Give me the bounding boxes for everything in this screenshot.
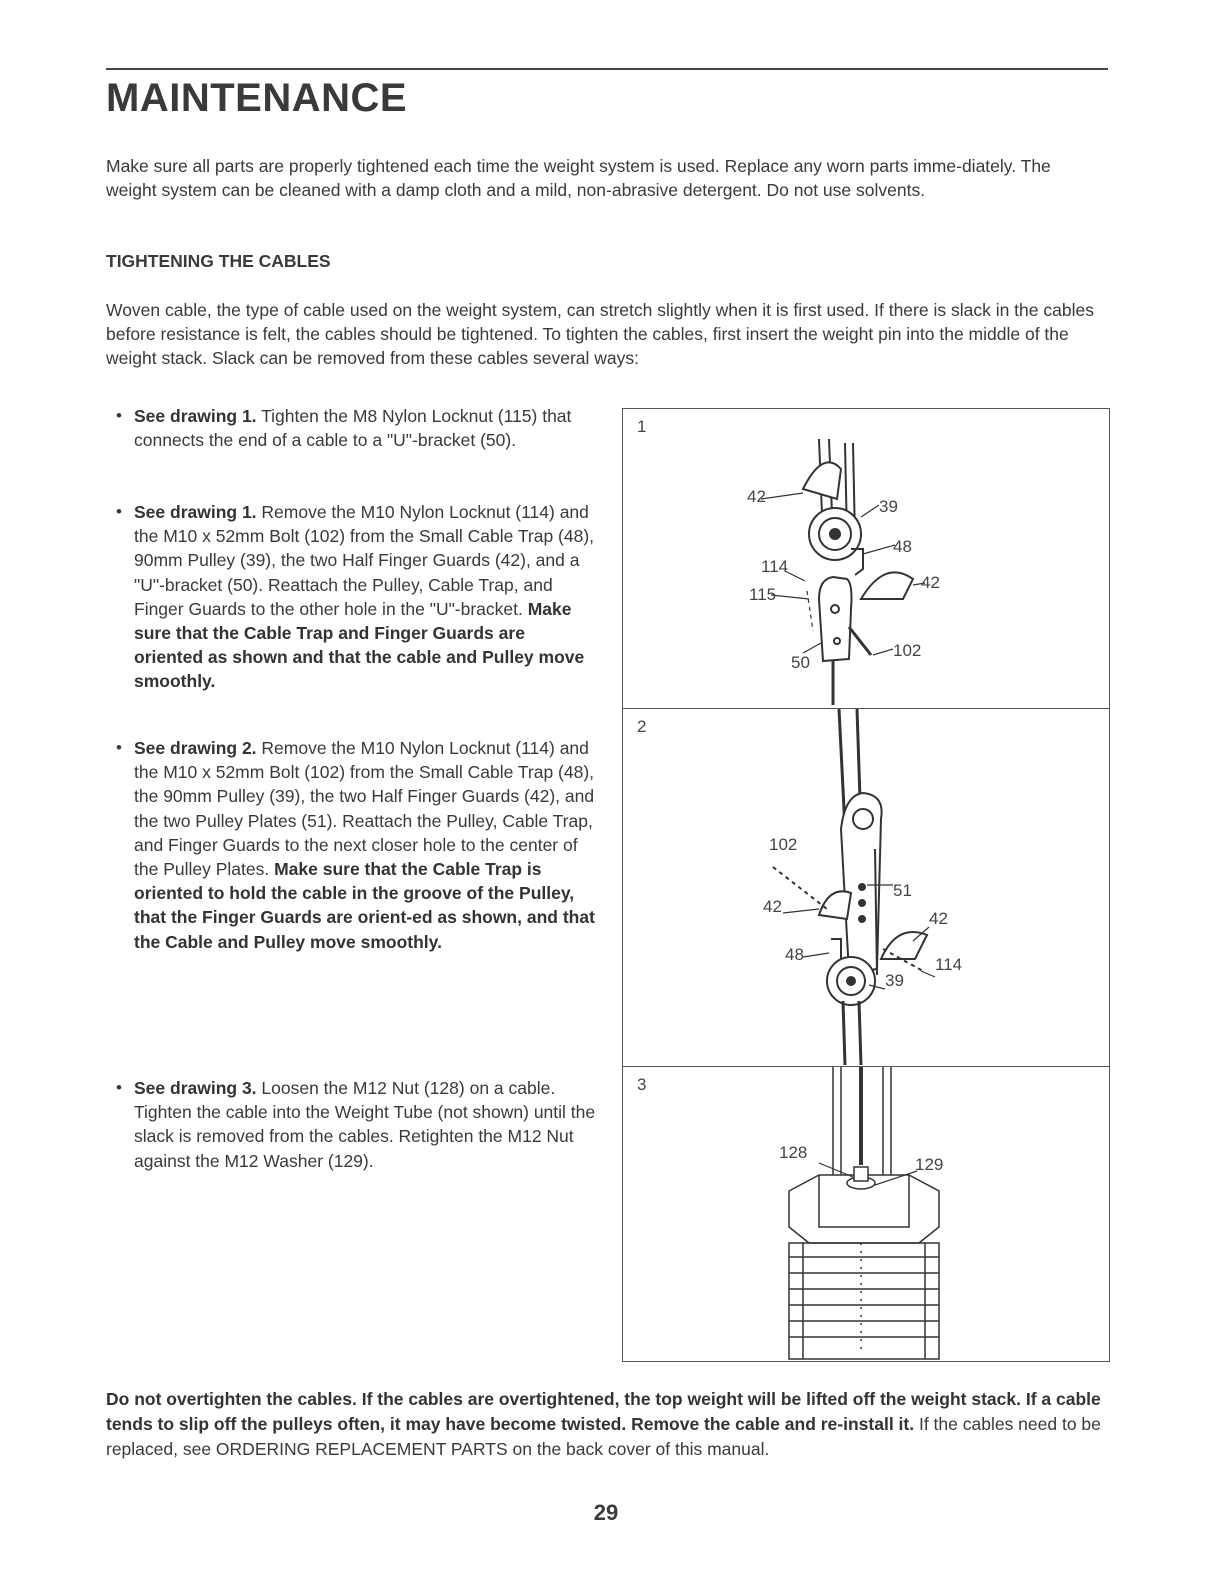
bullet-text: Tighten the M8 Nylon Locknut (115) that connects the end of a cable to a "U"-bracket (50).: [134, 406, 572, 451]
drawing-number: 1: [637, 417, 647, 436]
bullet-icon: •: [116, 502, 122, 521]
bullet-lead: See drawing 1.: [134, 406, 257, 426]
bullet-text: Loosen the M12 Nut (128) on a cable. Tighten the cable into the Weight Tube (not shown) until the slack is removed from the cables. Retighten the M12 Nut against the M12 Washer (129).: [134, 1078, 596, 1171]
callout-label: 129: [915, 1155, 944, 1174]
callout-label: 42: [747, 487, 766, 506]
figures-column: [622, 408, 1110, 1362]
pulley-assembly-diagram: [623, 409, 1109, 709]
list-item: [106, 736, 596, 954]
section-heading: TIGHTENING THE CABLES: [106, 251, 331, 271]
callout-label: 50: [791, 653, 810, 672]
bullet-bold-tail: Make sure that the Cable Trap is oriented to hold the cable in the groove of the Pulley, that the Finger Guards are orient-ed as shown, and that the Cable and Pulley move smoothly.: [134, 859, 595, 952]
bullet-icon: •: [116, 406, 122, 425]
weight-stack-diagram: [623, 1067, 1109, 1361]
callout-label: 39: [885, 971, 904, 990]
callout-label: 48: [785, 945, 804, 964]
callout-label: 102: [769, 835, 798, 854]
drawing-3: [622, 1066, 1110, 1362]
callout-label: 51: [893, 881, 912, 900]
bullet-bold-tail: Make sure that the Cable Trap and Finger Guards are oriented as shown and that the cable and Pulley move smoothly.: [134, 598, 585, 692]
callout-label: 128: [779, 1143, 808, 1162]
page-title: MAINTENANCE: [106, 76, 408, 120]
callout-label: 42: [921, 573, 940, 592]
callout-label: 48: [893, 537, 912, 556]
callout-label: 102: [893, 641, 922, 660]
section-body: Woven cable, the type of cable used on the weight system, can stretch slightly when it is first used. If there is slack in the cables before resistance is felt, the cables should be tightened. To tighten the cables, first insert the weight pin into the middle of the weight stack. Slack can be removed from these cables several ways:: [106, 300, 1094, 368]
bullet-text: Remove the M10 Nylon Locknut (114) and the M10 x 52mm Bolt (102) from the Small Cable Trap (48), the 90mm Pulley (39), the two Half Finger Guards (42), and the two Pulley Plates (51). Reattach the Pulley, Cable Trap, and Finger Guards to the next closer hole to the center of the Pulley Plates.: [134, 738, 595, 880]
drawing-number: 2: [637, 717, 647, 736]
bullet-icon: •: [116, 738, 122, 757]
bullet-lead: See drawing 2.: [134, 738, 257, 758]
list-item: [106, 404, 596, 452]
bullet-icon: •: [116, 1078, 122, 1097]
drawing-1: [622, 408, 1110, 710]
callout-label: 39: [879, 497, 898, 516]
list-item: [106, 1076, 596, 1173]
callout-label: 114: [935, 955, 963, 974]
callout-label: 115: [749, 585, 777, 604]
callout-label: 42: [929, 909, 948, 928]
bullet-lead: See drawing 3.: [134, 1078, 257, 1098]
pulley-plate-diagram: [623, 709, 1109, 1067]
list-item: [106, 500, 596, 694]
bullet-lead: See drawing 1.: [134, 502, 257, 522]
header-rule: [106, 68, 1108, 70]
callout-label: 42: [763, 897, 782, 916]
warning-bold: Do not overtighten the cables. If the cables are overtightened, the top weight will be lifted off the weight stack. If a cable tends to slip off the pulleys often, it may have become twisted. Remove the cable and re-install it.: [106, 1389, 1101, 1434]
warning-paragraph: [106, 1387, 1106, 1462]
drawing-number: 3: [637, 1075, 647, 1094]
bullet-text: Remove the M10 Nylon Locknut (114) and the M10 x 52mm Bolt (102) from the Small Cable Trap (48), 90mm Pulley (39), the two Half Finger Guards (42), and a "U"-bracket (50). Reattach the Pulley, Cable Trap, and Finger Guards to the other hole in the "U"-bracket.: [134, 502, 595, 619]
intro-paragraph: Make sure all parts are properly tightened each time the weight system is used. Replace any worn parts imme-diately. The weight system can be cleaned with a damp cloth and a mild, non-abrasive detergent. Do not use solvents.: [106, 156, 1051, 200]
page-number: 29: [593, 1500, 619, 1525]
warning-text: If the cables need to be replaced, see ORDERING REPLACEMENT PARTS on the back cover of this manual.: [106, 1414, 1101, 1459]
callout-label: 114: [761, 557, 789, 576]
drawing-2: [622, 708, 1110, 1068]
